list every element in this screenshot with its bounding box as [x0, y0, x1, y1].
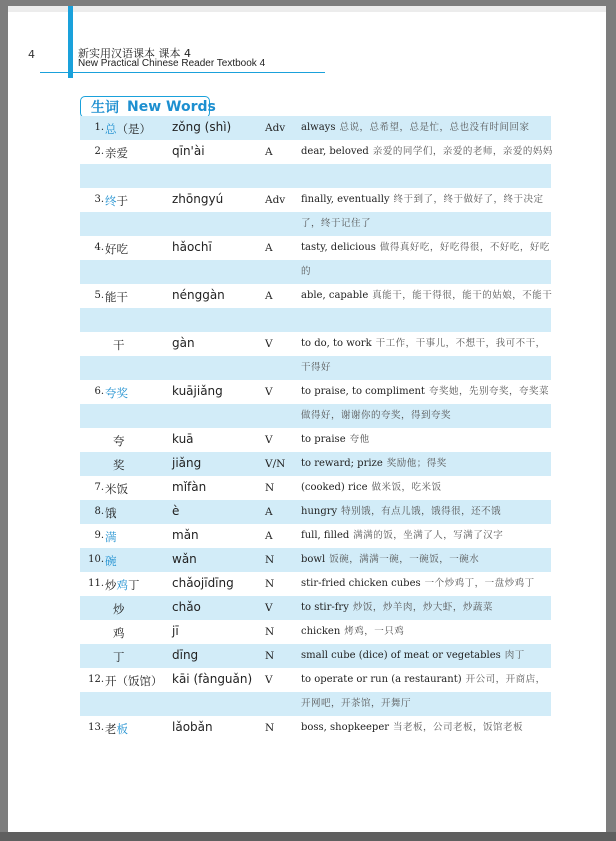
vocab-part-of-speech: N: [265, 578, 275, 590]
example-phrases: 满满的饭，坐满了人，写满了汉字: [353, 530, 504, 541]
vocab-definition: [301, 476, 553, 500]
vocab-hanzi: [113, 625, 125, 641]
vocab-part-of-speech: A: [265, 506, 273, 518]
vocab-row: [80, 596, 551, 620]
hanzi-part: 炒: [113, 602, 125, 616]
vocab-row: [80, 524, 551, 548]
vocab-pinyin: nénggàn: [172, 288, 225, 302]
vocab-number: 8.: [94, 506, 104, 517]
example-phrases: 一个炒鸡丁，一盘炒鸡丁: [424, 578, 535, 589]
vocab-pinyin: chǎojīdīng: [172, 576, 234, 590]
vocab-definition: [301, 668, 553, 716]
vocab-number: 10.: [88, 554, 104, 565]
hanzi-part: 于: [116, 194, 128, 208]
hanzi-highlight: 终: [105, 194, 117, 208]
vocab-definition: [301, 452, 553, 476]
section-label-en: New Words: [127, 99, 216, 115]
book-title-en: New Practical Chinese Reader Textbook 4: [78, 58, 266, 69]
vocab-row: [80, 572, 551, 596]
vocab-hanzi: [113, 649, 125, 665]
definition-text: to praise: [301, 434, 346, 445]
vocab-part-of-speech: A: [265, 146, 273, 158]
vocab-part-of-speech: V: [265, 602, 273, 614]
vocab-part-of-speech: V/N: [265, 458, 286, 470]
vocab-row: [80, 620, 551, 644]
definition-text: tasty, delicious: [301, 242, 376, 253]
vocab-row: [80, 188, 551, 236]
vocab-part-of-speech: N: [265, 482, 275, 494]
vocab-definition: [301, 596, 553, 620]
hanzi-highlight: 总: [105, 122, 117, 136]
hanzi-part: 好吃: [105, 242, 128, 256]
header-accent-bar: [68, 6, 73, 78]
example-phrases: 奖励他；得奖: [386, 458, 447, 469]
example-phrases: 做得真好吃，好吃得很，不好吃，好吃的: [301, 242, 550, 277]
definition-text: small cube (dice) of meat or vegetables: [301, 650, 501, 661]
vocab-definition: [301, 188, 553, 236]
vocab-number: 1.: [94, 122, 104, 133]
vocab-row: [80, 236, 551, 284]
vocab-pinyin: kuājiǎng: [172, 384, 223, 398]
page-number: 4: [28, 48, 35, 61]
definition-text: finally, eventually: [301, 194, 390, 205]
vocab-part-of-speech: V: [265, 674, 273, 686]
vocab-number: 11.: [88, 578, 104, 589]
section-label-cn: 生词: [91, 100, 119, 116]
vocab-pinyin: wǎn: [172, 552, 197, 566]
vocab-part-of-speech: Adv: [265, 122, 286, 134]
hanzi-part: 干: [113, 338, 125, 352]
vocab-row: [80, 116, 551, 140]
hanzi-part: 亲爱: [105, 146, 128, 160]
vocab-hanzi: [105, 529, 117, 545]
vocab-pinyin: gàn: [172, 336, 195, 350]
vocab-hanzi: [105, 145, 128, 161]
example-phrases: 开公司，开商店，开网吧，开茶馆，开舞厅: [301, 674, 546, 709]
vocab-pinyin: qīn'ài: [172, 144, 205, 158]
example-phrases: 做米饭，吃米饭: [371, 482, 442, 493]
vocab-definition: [301, 428, 553, 452]
definition-text: to do, to work: [301, 338, 372, 349]
vocab-definition: [301, 236, 553, 284]
vocab-pinyin: è: [172, 504, 180, 518]
hanzi-highlight: 满: [105, 530, 117, 544]
example-phrases: 饭碗，满满一碗，一碗饭，一碗水: [329, 554, 480, 565]
vocab-definition: [301, 284, 553, 308]
example-phrases: 干工作，干事儿，不想干，我可不干，干得好: [301, 338, 546, 373]
vocab-part-of-speech: V: [265, 434, 273, 446]
definition-text: always: [301, 122, 336, 133]
vocab-hanzi: [113, 433, 125, 449]
definition-text: chicken: [301, 626, 341, 637]
definition-text: bowl: [301, 554, 326, 565]
vocab-pinyin: kāi (fànguǎn): [172, 672, 253, 686]
vocab-pinyin: chǎo: [172, 600, 201, 614]
definition-text: full, filled: [301, 530, 350, 541]
vocab-definition: [301, 548, 553, 572]
vocab-hanzi: [105, 193, 128, 209]
vocab-number: 4.: [94, 242, 104, 253]
vocab-pinyin: zǒng (shì): [172, 120, 232, 134]
vocab-row: [80, 548, 551, 572]
hanzi-highlight: 夸奖: [105, 386, 128, 400]
vocab-pinyin: lǎobǎn: [172, 720, 213, 734]
example-phrases: 肉丁: [504, 650, 525, 661]
hanzi-part: 丁: [128, 578, 140, 592]
example-phrases: 亲爱的同学们，亲爱的老师，亲爱的妈妈: [372, 146, 553, 157]
hanzi-part: 炒: [105, 578, 117, 592]
vocab-definition: [301, 572, 553, 596]
header-rule: [40, 72, 325, 73]
vocab-pinyin: zhōngyú: [172, 192, 224, 206]
vocab-hanzi: [105, 385, 128, 401]
vocab-row: [80, 428, 551, 452]
example-phrases: 炒饭，炒羊肉，炒大虾，炒蔬菜: [352, 602, 493, 613]
example-phrases: 夸他: [349, 434, 370, 445]
textbook-page: [8, 6, 606, 832]
definition-text: (cooked) rice: [301, 482, 368, 493]
vocab-pinyin: jī: [172, 624, 179, 638]
bottom-strip: [0, 832, 616, 841]
definition-text: to reward; prize: [301, 458, 383, 469]
vocab-number: 7.: [94, 482, 104, 493]
definition-text: to operate or run (a restaurant): [301, 674, 462, 685]
vocab-hanzi: [105, 289, 128, 305]
vocab-definition: [301, 644, 553, 668]
vocab-hanzi: [105, 121, 151, 137]
vocab-part-of-speech: A: [265, 242, 273, 254]
vocab-pinyin: jiǎng: [172, 456, 202, 470]
vocab-part-of-speech: N: [265, 722, 275, 734]
hanzi-highlight: 鸡: [116, 578, 128, 592]
vocab-hanzi: [105, 241, 128, 257]
vocab-row: [80, 644, 551, 668]
vocab-pinyin: mǐfàn: [172, 480, 207, 494]
vocab-hanzi: [113, 601, 125, 617]
vocab-hanzi: [105, 481, 128, 497]
vocab-part-of-speech: N: [265, 650, 275, 662]
vocab-part-of-speech: N: [265, 626, 275, 638]
vocab-hanzi: [105, 553, 117, 569]
vocabulary-list: [80, 116, 551, 740]
vocab-definition: [301, 116, 553, 140]
vocab-row: [80, 716, 551, 740]
vocab-hanzi: [113, 457, 125, 473]
example-phrases: 烤鸡，一只鸡: [344, 626, 405, 637]
vocab-definition: [301, 716, 553, 740]
vocab-definition: [301, 380, 553, 428]
vocab-number: 2.: [94, 146, 104, 157]
definition-text: stir-fried chicken cubes: [301, 578, 421, 589]
hanzi-part: （是）: [116, 122, 151, 136]
vocab-row: [80, 332, 551, 380]
vocab-hanzi: [105, 721, 128, 737]
vocab-definition: [301, 524, 553, 548]
definition-text: hungry: [301, 506, 338, 517]
vocab-hanzi: [105, 505, 117, 521]
vocab-definition: [301, 500, 553, 524]
vocab-part-of-speech: A: [265, 530, 273, 542]
vocab-part-of-speech: Adv: [265, 194, 286, 206]
vocab-pinyin: dīng: [172, 648, 199, 662]
vocab-part-of-speech: N: [265, 554, 275, 566]
vocab-row: [80, 284, 551, 332]
hanzi-part: 米饭: [105, 482, 128, 496]
example-phrases: 真能干，能干得很，能干的姑娘，不能干: [372, 290, 553, 301]
vocab-hanzi: [105, 577, 140, 593]
hanzi-part: 能干: [105, 290, 128, 304]
vocab-pinyin: mǎn: [172, 528, 199, 542]
vocab-definition: [301, 620, 553, 644]
vocab-number: 5.: [94, 290, 104, 301]
vocab-number: 12.: [88, 674, 104, 685]
hanzi-part: 夸: [113, 434, 125, 448]
definition-text: boss, shopkeeper: [301, 722, 390, 733]
vocab-row: [80, 476, 551, 500]
vocab-hanzi: [105, 673, 163, 689]
definition-text: to stir-fry: [301, 602, 349, 613]
hanzi-part: 老: [105, 722, 117, 736]
vocab-hanzi: [113, 337, 125, 353]
vocab-number: 13.: [88, 722, 104, 733]
vocab-row: [80, 140, 551, 188]
top-strip: [8, 6, 606, 12]
hanzi-highlight: 板: [116, 722, 128, 736]
example-phrases: 特别饿，有点儿饿，饿得很，还不饿: [341, 506, 502, 517]
vocab-pinyin: hǎochī: [172, 240, 212, 254]
vocab-number: 3.: [94, 194, 104, 205]
section-heading: [80, 96, 216, 118]
book-title-cn: 新实用汉语课本 课本 4: [78, 47, 191, 60]
definition-text: able, capable: [301, 290, 369, 301]
vocab-row: [80, 668, 551, 716]
definition-text: to praise, to compliment: [301, 386, 425, 397]
example-phrases: 夸奖她，先别夸奖，夸奖菜做得好，谢谢你的夸奖，得到夸奖: [301, 386, 549, 421]
vocab-definition: [301, 332, 553, 380]
vocab-row: [80, 452, 551, 476]
definition-text: dear, beloved: [301, 146, 369, 157]
example-phrases: 终于到了，终于做好了，终于决定了，终于记住了: [301, 194, 544, 229]
example-phrases: 当老板，公司老板，饭馆老板: [393, 722, 524, 733]
vocab-number: 9.: [94, 530, 104, 541]
hanzi-part: 开（饭馆）: [105, 674, 163, 688]
vocab-part-of-speech: V: [265, 338, 273, 350]
vocab-part-of-speech: V: [265, 386, 273, 398]
hanzi-part: 丁: [113, 650, 125, 664]
vocab-part-of-speech: A: [265, 290, 273, 302]
vocab-pinyin: kuā: [172, 432, 194, 446]
vocab-number: 6.: [94, 386, 104, 397]
hanzi-part: 饿: [105, 506, 117, 520]
example-phrases: 总说，总希望，总是忙，总也没有时间回家: [339, 122, 530, 133]
vocab-row: [80, 500, 551, 524]
hanzi-part: 奖: [113, 458, 125, 472]
hanzi-highlight: 碗: [105, 554, 117, 568]
hanzi-part: 鸡: [113, 626, 125, 640]
vocab-definition: [301, 140, 553, 164]
vocab-row: [80, 380, 551, 428]
